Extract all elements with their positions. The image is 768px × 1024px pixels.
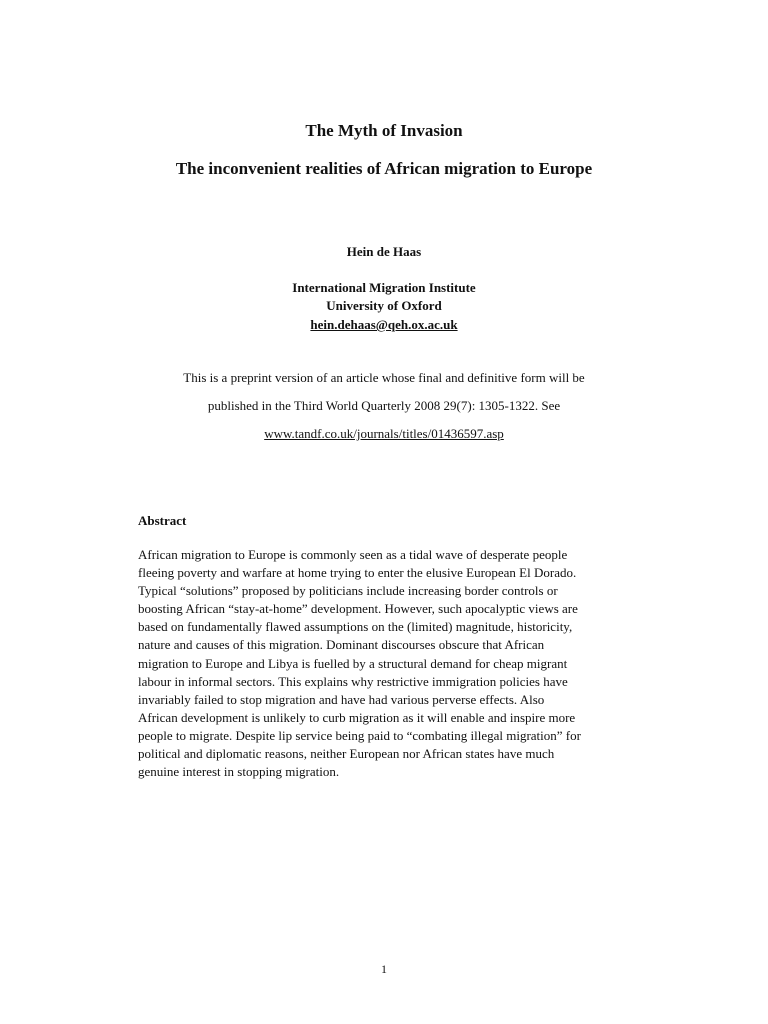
abstract-line: African development is unlikely to curb migration as it will enable and inspire more	[138, 709, 576, 725]
abstract-line: African migration to Europe is commonly seen as a tidal wave of desperate people	[138, 547, 568, 562]
abstract-body	[138, 546, 638, 781]
abstract-line: invariably failed to stop migration and have had various perverse effects. Also	[138, 691, 545, 707]
preprint-note-line-2: published in the Third World Quarterly 2008 29(7): 1305-1322. See	[207, 398, 561, 413]
author-email-link[interactable]: hein.dehaas@qeh.ox.ac.uk	[310, 317, 458, 332]
abstract-line: people to migrate. Despite lip service being paid to “combating illegal migration” for	[138, 727, 581, 743]
author-name: Hein de Haas	[346, 244, 422, 259]
page-number: 1	[381, 962, 387, 976]
abstract-line: political and diplomatic reasons, neither European nor African states have much	[138, 746, 555, 762]
preprint-note-line-1: This is a preprint version of an article whose final and definitive form will be	[183, 370, 585, 385]
abstract-line: Typical “solutions” proposed by politicians include increasing border controls or	[138, 583, 558, 599]
abstract-line: labour in informal sectors. This explains why restrictive immigration policies have	[138, 673, 568, 689]
journal-link[interactable]: www.tandf.co.uk/journals/titles/01436597.asp	[264, 426, 504, 441]
institute-name: International Migration Institute	[292, 280, 476, 295]
university-name: University of Oxford	[326, 298, 442, 313]
paper-title: The Myth of Invasion	[305, 121, 463, 140]
paper-subtitle: The inconvenient realities of African migration to Europe	[175, 159, 593, 178]
abstract-line: based on fundamentally flawed assumptions on the (limited) magnitude, historicity,	[138, 619, 573, 635]
abstract-line: boosting African “stay-at-home” development. However, such apocalyptic views are	[138, 601, 578, 617]
abstract-line: migration to Europe and Libya is fuelled by a structural demand for cheap migrant	[138, 655, 568, 671]
abstract-line: nature and causes of this migration. Dominant discourses obscure that African	[138, 637, 545, 653]
abstract-heading: Abstract	[138, 513, 187, 528]
abstract-line: genuine interest in stopping migration.	[138, 764, 340, 780]
abstract-line: fleeing poverty and warfare at home trying to enter the elusive European El Dorado.	[138, 565, 577, 581]
